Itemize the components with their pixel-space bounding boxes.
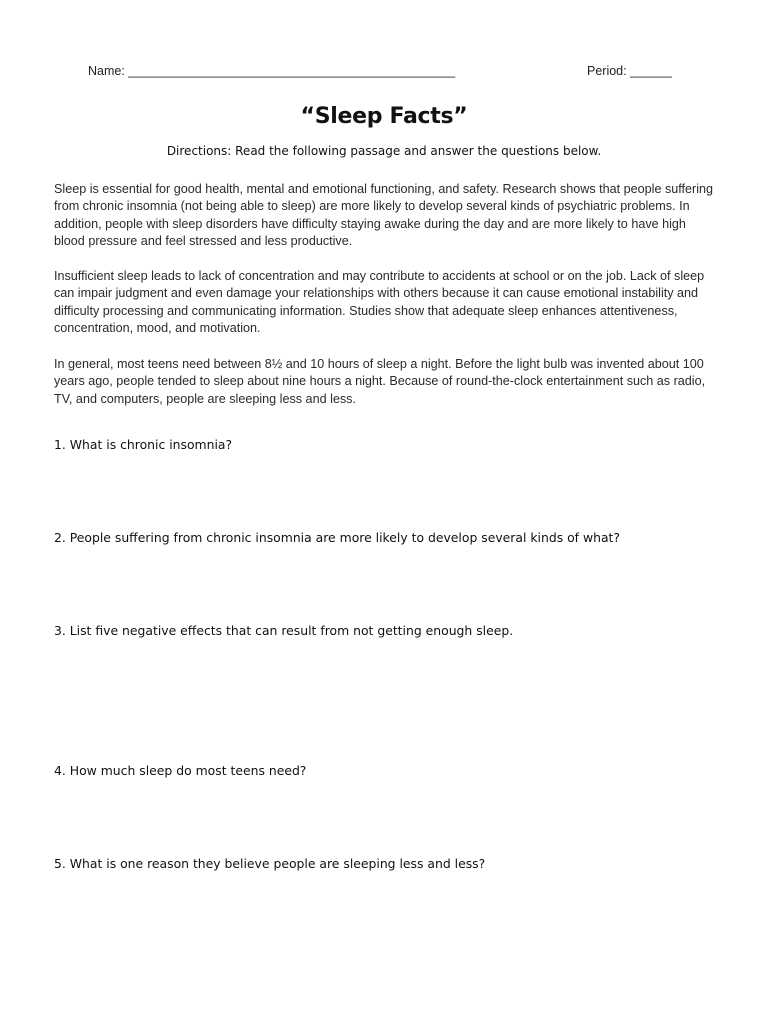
passage-paragraph-3: In general, most teens need between 8½ and 10 hours of sleep a night. Before the light bulb was invented about 100 years ago, people tended to sleep about nine hours a night. Because of round-the-clock entertainment such as radio, TV, and computers, people are sleeping less and less. [54, 357, 706, 406]
page-title: “Sleep Facts” [300, 104, 468, 129]
header [0, 64, 768, 84]
passage-paragraph-2: Insufficient sleep leads to lack of concentration and may contribute to accidents at school or on the job. Lack of sleep can impair judgment and even damage your relationships with others because it can cause emotional instability and difficulty processing and communicating information. Studies show that adequate sleep enhances attentiveness, concentration, mood, and motivation. [54, 269, 705, 336]
question-3: 3. List five negative effects that can result from not getting enough sleep. [54, 623, 514, 638]
question-4: 4. How much sleep do most teens need? [54, 763, 307, 778]
question-2: 2. People suffering from chronic insomnia are more likely to develop several kinds of what? [54, 530, 620, 545]
passage-paragraph-1: Sleep is essential for good health, mental and emotional functioning, and safety. Research shows that people suffering from chronic insomnia (not being able to sleep) are more likely to develop several kinds of psychiatric problems. In addition, people with sleep disorders have difficulty staying awake during the day and are more likely to have high blood pressure and feel stressed and less productive. [54, 182, 714, 249]
name-field[interactable]: Name: _______________________________________________ [88, 64, 456, 78]
question-1: 1. What is chronic insomnia? [54, 437, 233, 452]
period-field[interactable]: Period: ______ [587, 64, 672, 78]
directions: Directions: Read the following passage and answer the questions below. [166, 144, 602, 158]
question-5: 5. What is one reason they believe people are sleeping less and less? [54, 856, 486, 871]
